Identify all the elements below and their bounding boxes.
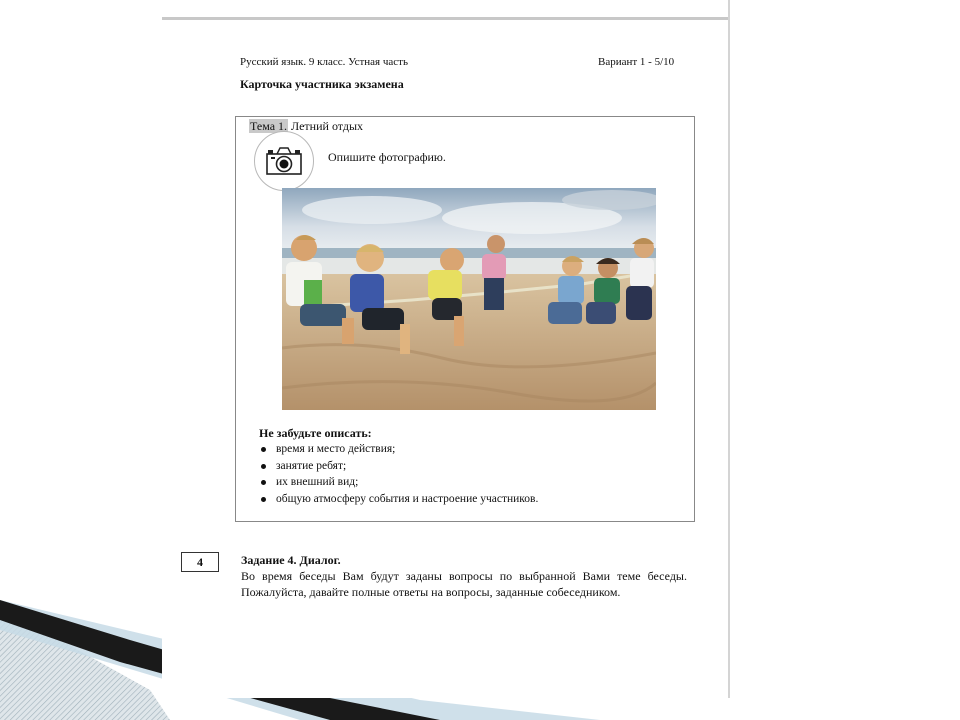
exam-card (235, 116, 695, 522)
remember-title: Не забудьте описать: (259, 426, 372, 440)
list-item (259, 474, 538, 491)
task-title: Задание 4. Диалог. (241, 553, 341, 567)
task-description: Во время беседы Вам будут заданы вопросы по выбранной Вами теме беседы. Пожалуйста, давайте полные ответы на вопросы, заданные собеседником. (241, 569, 687, 599)
bullet-icon (261, 497, 266, 502)
task-number-box: 4 (181, 552, 219, 572)
instruction-text: Опишите фотографию. (328, 150, 446, 164)
bullet-icon (261, 447, 266, 452)
list-item-text: общую атмосферу события и настроение участников. (276, 492, 539, 505)
list-item-text: их внешний вид; (276, 476, 359, 488)
header-subject: Русский язык. 9 класс. Устная часть (240, 56, 408, 68)
topic-number: Тема 1. (250, 119, 288, 133)
list-item (259, 441, 538, 458)
topic-name: Летний отдых (288, 119, 364, 133)
tug-of-war-photo (282, 188, 656, 410)
bullet-icon (261, 480, 266, 485)
page-top-rule (162, 17, 728, 20)
list-item-text: занятие ребят; (276, 459, 347, 472)
document-title: Карточка участника экзамена (240, 77, 404, 91)
bullet-icon (261, 464, 266, 469)
list-item-text: время и место действия; (276, 443, 396, 455)
list-item (259, 491, 538, 508)
document-page (162, 0, 730, 698)
list-item (259, 458, 538, 475)
header-variant: Вариант 1 - 5/10 (598, 56, 675, 68)
describe-checklist (259, 441, 538, 507)
camera-icon (254, 131, 314, 191)
page-right-edge (728, 0, 730, 698)
